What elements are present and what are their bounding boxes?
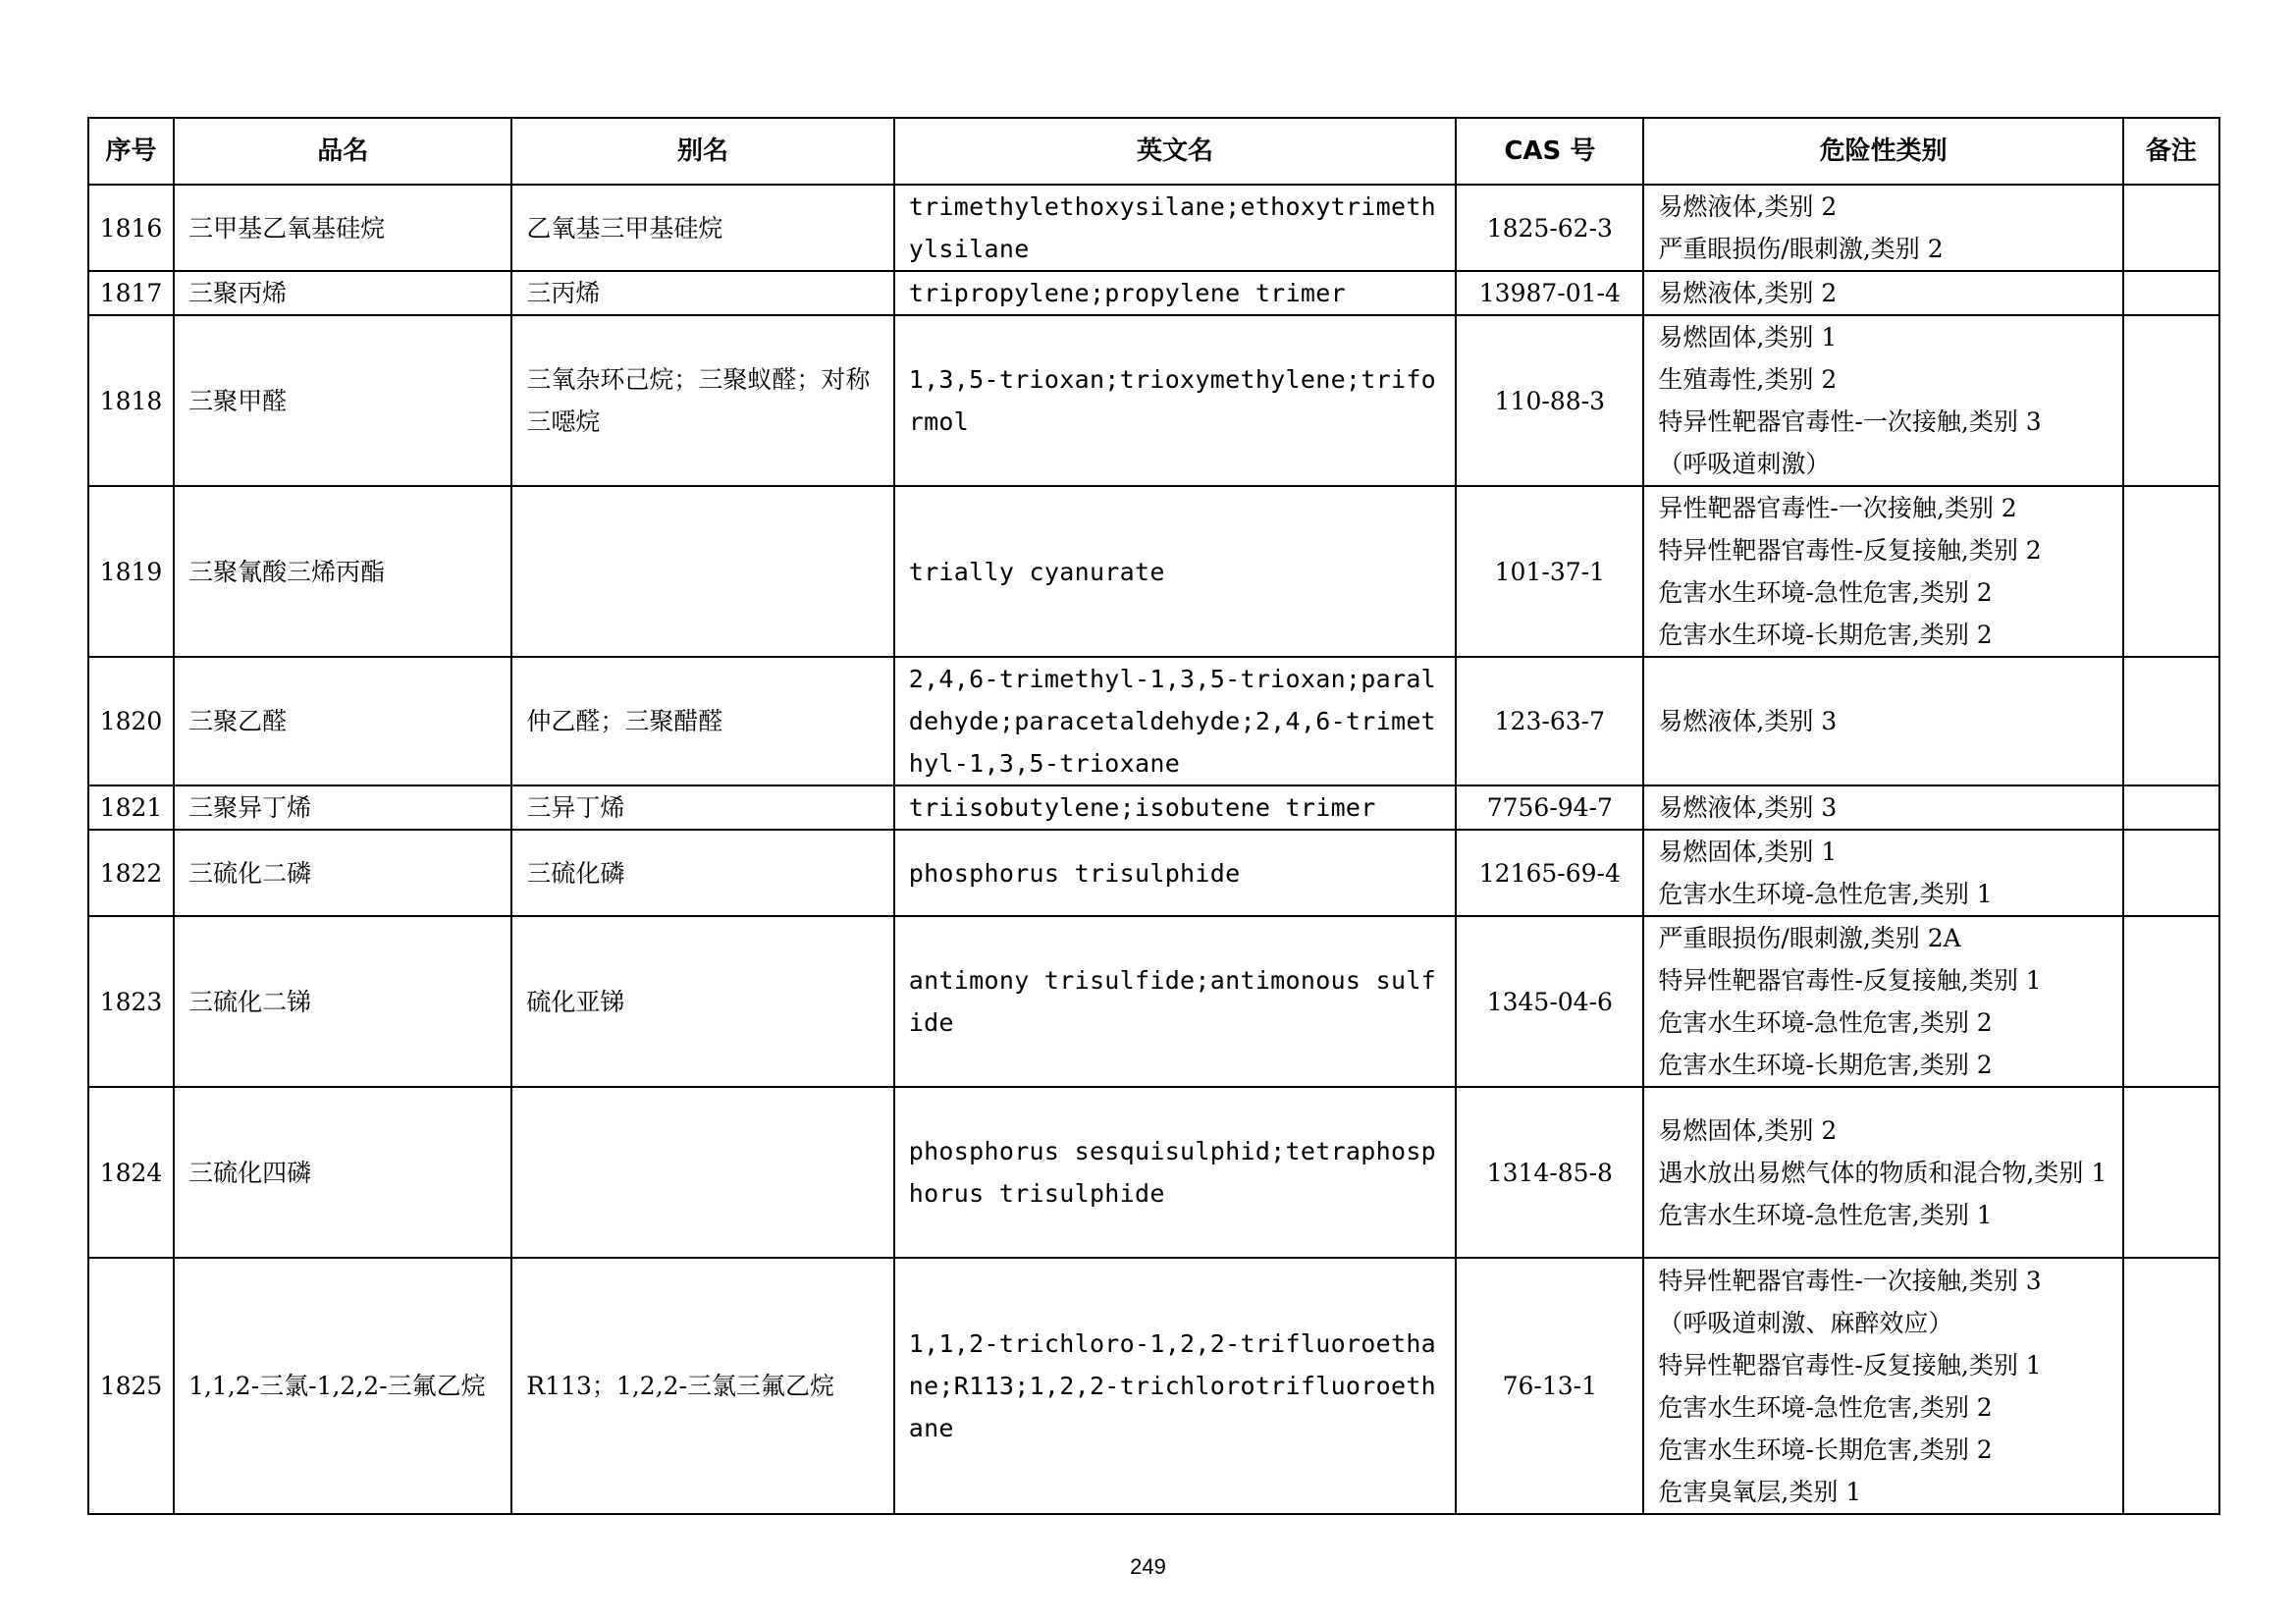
- cell-product-name: 三聚甲醛: [174, 315, 511, 486]
- cell-cas-no: 76-13-1: [1456, 1258, 1643, 1514]
- cell-serial-no: 1823: [88, 916, 174, 1087]
- hazard-line: 严重眼损伤/眼刺激,类别 2A: [1658, 924, 1961, 952]
- hazard-line: 危害水生环境-长期危害,类别 2: [1658, 621, 1993, 649]
- chemical-table: [87, 117, 2220, 1515]
- header-product-name: 品名: [174, 118, 511, 185]
- cell-alias: 三丙烯: [511, 271, 893, 315]
- header-english-name: 英文名: [894, 118, 1457, 185]
- cell-product-name: 三硫化二磷: [174, 830, 511, 916]
- table-row: [88, 185, 2219, 271]
- hazard-line: 易燃液体,类别 2: [1658, 279, 1838, 307]
- table-body: [88, 185, 2219, 1514]
- cell-english-name: phosphorus sesquisulphid;tetraphosphorus trisulphide: [894, 1087, 1457, 1258]
- hazard-line: 危害水生环境-长期危害,类别 2: [1658, 1051, 1993, 1079]
- hazard-line: 特异性靶器官毒性-一次接触,类别 3: [1658, 1266, 2042, 1295]
- hazard-line: 特异性靶器官毒性-反复接触,类别 1: [1658, 1350, 2042, 1380]
- table-row: [88, 657, 2219, 785]
- cell-english-name: tripropylene;propylene trimer: [894, 271, 1457, 315]
- hazard-line: 危害水生环境-急性危害,类别 2: [1658, 1008, 1993, 1037]
- cell-remarks: [2123, 657, 2219, 785]
- cell-alias: [511, 1087, 893, 1258]
- cell-alias: R113；1,2,2-三氯三氟乙烷: [511, 1258, 893, 1514]
- cell-english-name: antimony trisulfide;antimonous sulfide: [894, 916, 1457, 1087]
- table-row: [88, 1087, 2219, 1258]
- hazard-line: 危害水生环境-长期危害,类别 2: [1658, 1435, 1993, 1464]
- cell-alias: 仲乙醛；三聚醋醛: [511, 657, 893, 785]
- cell-alias: 硫化亚锑: [511, 916, 893, 1087]
- hazard-line: （呼吸道刺激、麻醉效应）: [1658, 1308, 1953, 1337]
- hazard-line: 危害臭氧层,类别 1: [1658, 1477, 1862, 1506]
- cell-serial-no: 1819: [88, 486, 174, 657]
- cell-alias: 三氧杂环己烷；三聚蚁醛；对称三噁烷: [511, 315, 893, 486]
- cell-product-name: 三聚丙烯: [174, 271, 511, 315]
- hazard-line: 危害水生环境-急性危害,类别 2: [1658, 1392, 1993, 1422]
- cell-serial-no: 1817: [88, 271, 174, 315]
- cell-serial-no: 1822: [88, 830, 174, 916]
- cell-alias: [511, 486, 893, 657]
- hazard-line: 严重眼损伤/眼刺激,类别 2: [1658, 235, 1944, 263]
- cell-product-name: 三聚异丁烯: [174, 785, 511, 830]
- cell-hazard-class: [1643, 185, 2122, 271]
- cell-product-name: 1,1,2-三氯-1,2,2-三氟乙烷: [174, 1258, 511, 1514]
- hazard-line: 易燃固体,类别 2: [1658, 1115, 1838, 1145]
- hazard-line: 特异性靶器官毒性-反复接触,类别 2: [1658, 536, 2042, 565]
- cell-serial-no: 1818: [88, 315, 174, 486]
- header-cas-no: CAS 号: [1456, 118, 1643, 185]
- table-row: [88, 486, 2219, 657]
- hazard-line: 生殖毒性,类别 2: [1658, 365, 1838, 394]
- cell-cas-no: 123-63-7: [1456, 657, 1643, 785]
- table-row: [88, 830, 2219, 916]
- cell-hazard-class: [1643, 916, 2122, 1087]
- cell-english-name: trially cyanurate: [894, 486, 1457, 657]
- cell-english-name: 1,1,2-trichloro-1,2,2-trifluoroethane;R113;1,2,2-trichlorotrifluoroethane: [894, 1258, 1457, 1514]
- hazard-line: 易燃液体,类别 3: [1658, 707, 1838, 735]
- cell-remarks: [2123, 1087, 2219, 1258]
- header-alias: 别名: [511, 118, 893, 185]
- cell-english-name: 2,4,6-trimethyl-1,3,5-trioxan;paraldehyde;paracetaldehyde;2,4,6-trimethyl-1,3,5-trioxane: [894, 657, 1457, 785]
- cell-remarks: [2123, 315, 2219, 486]
- cell-alias: 乙氧基三甲基硅烷: [511, 185, 893, 271]
- header-row: [88, 118, 2219, 185]
- cell-serial-no: 1820: [88, 657, 174, 785]
- hazard-line: 易燃液体,类别 3: [1658, 793, 1838, 822]
- cell-alias: 三异丁烯: [511, 785, 893, 830]
- hazard-line: 特异性靶器官毒性-一次接触,类别 3: [1658, 407, 2042, 436]
- cell-serial-no: 1821: [88, 785, 174, 830]
- cell-hazard-class: [1643, 657, 2122, 785]
- cell-remarks: [2123, 1258, 2219, 1514]
- cell-remarks: [2123, 185, 2219, 271]
- cell-product-name: 三聚氰酸三烯丙酯: [174, 486, 511, 657]
- cell-serial-no: 1824: [88, 1087, 174, 1258]
- cell-english-name: triisobutylene;isobutene trimer: [894, 785, 1457, 830]
- cell-cas-no: 110-88-3: [1456, 315, 1643, 486]
- cell-hazard-class: [1643, 486, 2122, 657]
- cell-cas-no: 13987-01-4: [1456, 271, 1643, 315]
- cell-product-name: 三甲基乙氧基硅烷: [174, 185, 511, 271]
- cell-remarks: [2123, 830, 2219, 916]
- cell-english-name: phosphorus trisulphide: [894, 830, 1457, 916]
- cell-cas-no: 1825-62-3: [1456, 185, 1643, 271]
- header-remarks: 备注: [2123, 118, 2219, 185]
- hazard-line: （呼吸道刺激）: [1658, 450, 1831, 478]
- table-row: [88, 271, 2219, 315]
- hazard-line: 危害水生环境-急性危害,类别 2: [1658, 578, 1993, 607]
- hazard-line: 危害水生环境-急性危害,类别 1: [1658, 1200, 1993, 1229]
- cell-hazard-class: [1643, 1258, 2122, 1514]
- cell-hazard-class: [1643, 830, 2122, 916]
- cell-product-name: 三硫化二锑: [174, 916, 511, 1087]
- header-hazard-class: 危险性类别: [1643, 118, 2122, 185]
- cell-remarks: [2123, 486, 2219, 657]
- cell-hazard-class: [1643, 785, 2122, 830]
- hazard-line: 特异性靶器官毒性-反复接触,类别 1: [1658, 966, 2042, 995]
- cell-hazard-class: [1643, 1087, 2122, 1258]
- cell-hazard-class: [1643, 271, 2122, 315]
- cell-product-name: 三硫化四磷: [174, 1087, 511, 1258]
- table-row: [88, 315, 2219, 486]
- hazard-line: 易燃固体,类别 1: [1658, 323, 1838, 352]
- page-number: 249: [1130, 1554, 1166, 1579]
- cell-cas-no: 7756-94-7: [1456, 785, 1643, 830]
- cell-hazard-class: [1643, 315, 2122, 486]
- table-row: [88, 916, 2219, 1087]
- cell-cas-no: 1345-04-6: [1456, 916, 1643, 1087]
- cell-cas-no: 12165-69-4: [1456, 830, 1643, 916]
- cell-english-name: trimethylethoxysilane;ethoxytrimethylsilane: [894, 185, 1457, 271]
- cell-cas-no: 1314-85-8: [1456, 1087, 1643, 1258]
- hazard-line: 危害水生环境-急性危害,类别 1: [1658, 880, 1993, 908]
- hazard-line: 遇水放出易燃气体的物质和混合物,类别 1: [1658, 1158, 2108, 1187]
- cell-remarks: [2123, 916, 2219, 1087]
- cell-cas-no: 101-37-1: [1456, 486, 1643, 657]
- cell-alias: 三硫化磷: [511, 830, 893, 916]
- hazard-line: 易燃液体,类别 2: [1658, 192, 1838, 221]
- cell-serial-no: 1816: [88, 185, 174, 271]
- cell-remarks: [2123, 271, 2219, 315]
- hazard-line: 易燃固体,类别 1: [1658, 838, 1838, 866]
- table-row: [88, 1258, 2219, 1514]
- table-row: [88, 785, 2219, 830]
- cell-english-name: 1,3,5-trioxan;trioxymethylene;triformol: [894, 315, 1457, 486]
- hazard-line: 异性靶器官毒性-一次接触,类别 2: [1658, 494, 2017, 522]
- cell-serial-no: 1825: [88, 1258, 174, 1514]
- cell-product-name: 三聚乙醛: [174, 657, 511, 785]
- header-serial-no: 序号: [88, 118, 174, 185]
- cell-remarks: [2123, 785, 2219, 830]
